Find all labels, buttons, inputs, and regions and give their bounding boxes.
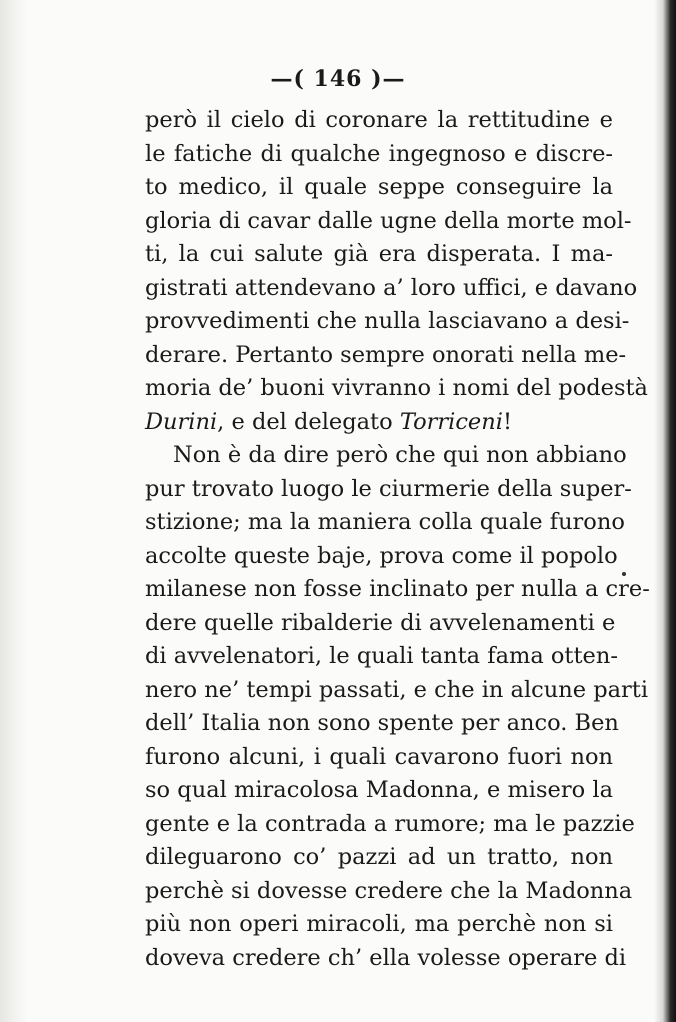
text-line: però il cielo di coronare la rettitudine e	[145, 107, 613, 133]
text-line: dere quelle ribalderie di avvelenamenti e	[145, 609, 616, 636]
text-fragment: , e del delegato	[217, 408, 400, 435]
text-line: moria de’ buoni vivranno i nomi del podestà	[145, 375, 648, 401]
ink-speck	[622, 572, 626, 576]
paragraph-start-line: Non è da dire però che qui non abbiano	[173, 442, 627, 468]
text-line: milanese non fosse inclinato per nulla a cre-	[145, 576, 650, 602]
body-text	[145, 104, 650, 975]
text-line: furono alcuni, i quali cavarono fuori non	[145, 743, 613, 770]
text-fragment: !	[502, 408, 512, 435]
text-line: dileguarono co’ pazzi ad un tratto, non	[145, 844, 613, 870]
page-gutter-shadow	[0, 0, 28, 1022]
text-line: più non operi miracoli, ma perchè non si	[145, 911, 613, 937]
text-line: di avvelenatori, le quali tanta fama otten-	[145, 643, 618, 669]
text-line: ti, la cui salute già era disperata. I ma-	[145, 241, 613, 267]
text-line-names	[145, 406, 613, 440]
text-line: stizione; ma la maniera colla quale furono	[145, 509, 625, 535]
text-line: derare. Pertanto sempre onorati nella me-	[145, 341, 627, 368]
text-line: gloria di cavar dalle ugne della morte mol-	[145, 207, 632, 234]
text-line: doveva credere ch’ ella volesse operare di	[145, 944, 627, 971]
text-line: provvedimenti che nulla lasciavano a desi-	[145, 308, 630, 334]
name-torriceni: Torriceni	[399, 408, 503, 435]
text-line: gistrati attendevano a’ loro uffici, e davano	[145, 274, 638, 301]
text-line: so qual miracolosa Madonna, e misero la	[145, 777, 613, 803]
text-line: perchè si dovesse credere che la Madonna	[145, 877, 633, 904]
name-durini: Durini	[145, 408, 218, 435]
page-number: —( 146 )—	[270, 66, 406, 92]
text-line: gente e la contrada a rumore; ma le pazzie	[145, 810, 635, 837]
text-line: accolte queste baje, prova come il popolo	[145, 542, 618, 569]
text-line: dell’ Italia non sono spente per anco. Ben	[145, 710, 619, 736]
page-edge-shadow	[654, 0, 676, 1022]
text-line: to medico, il quale seppe conseguire la	[145, 174, 613, 200]
text-line: pur trovato luogo le ciurmerie della super-	[145, 475, 632, 502]
text-line: nero ne’ tempi passati, e che in alcune parti	[145, 676, 649, 703]
text-line: le fatiche di qualche ingegnoso e discre-	[145, 140, 613, 167]
